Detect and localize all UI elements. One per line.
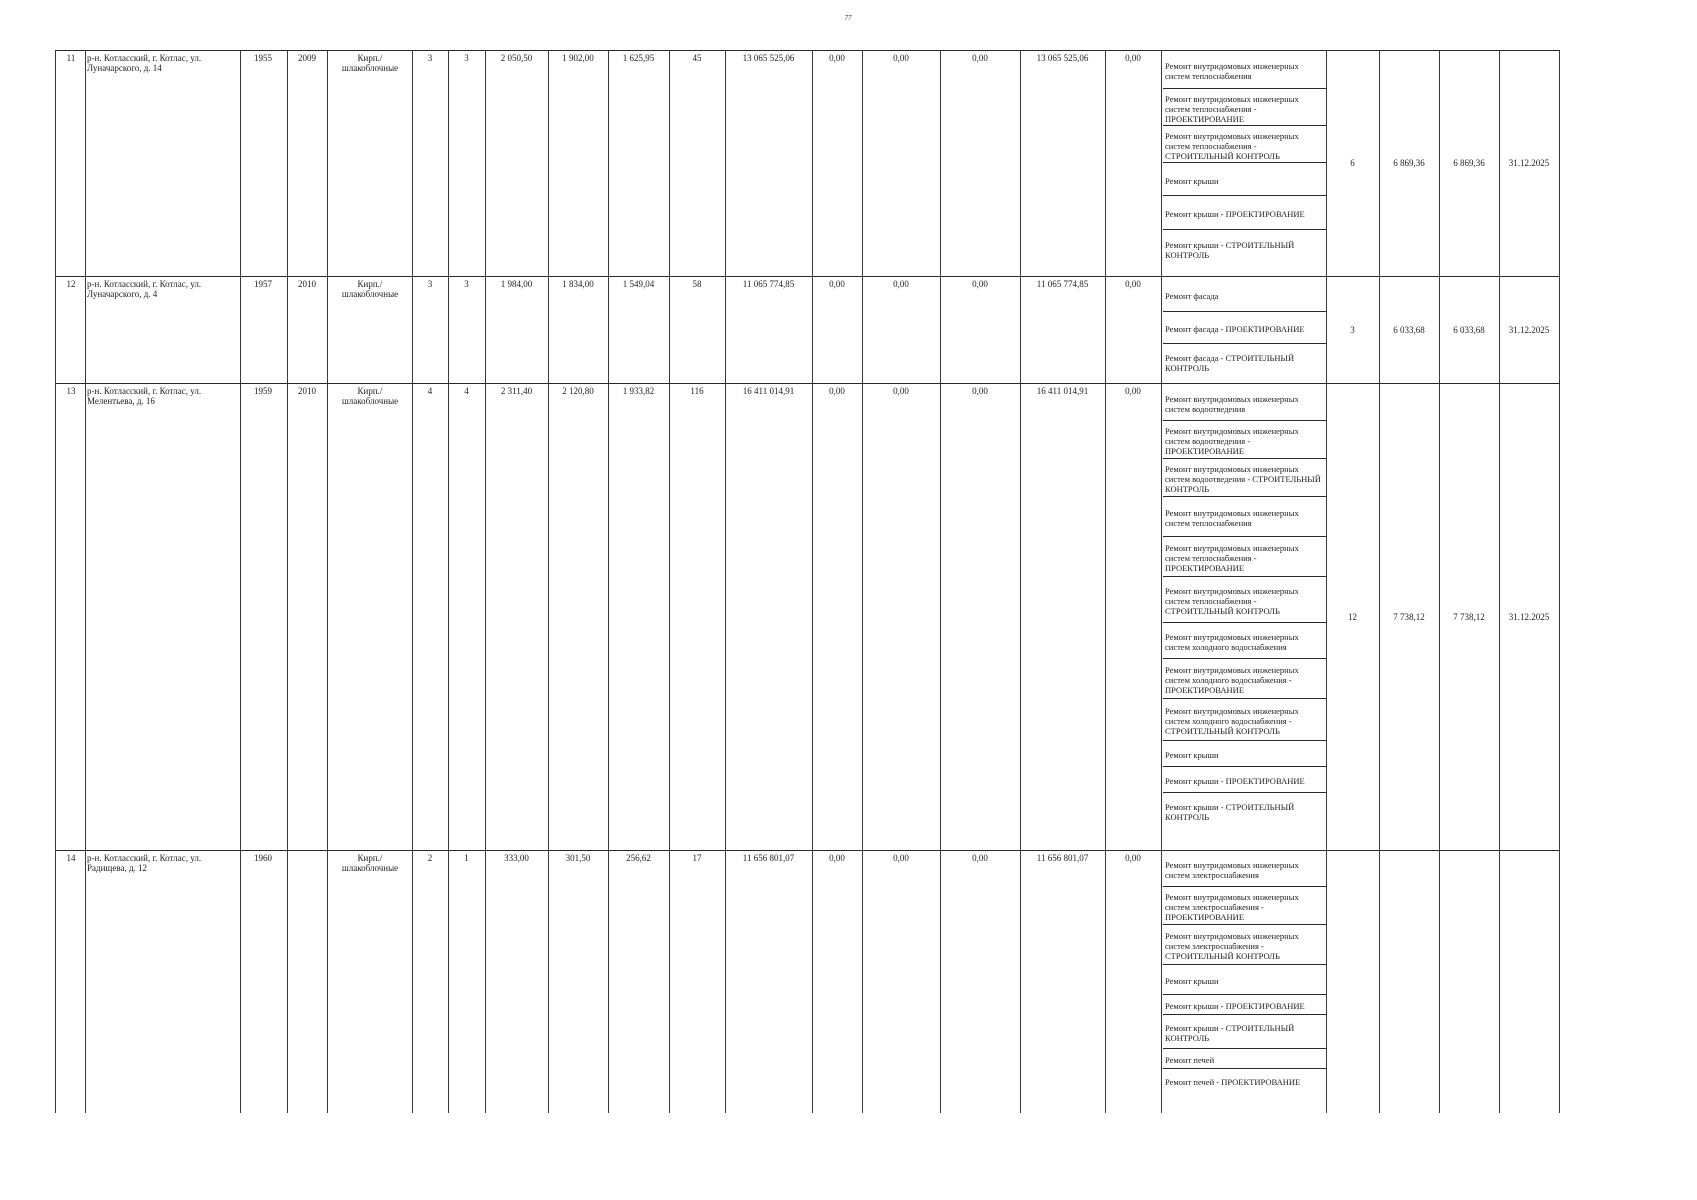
cell-year-built: 1960 bbox=[254, 853, 272, 863]
work-item-label: Ремонт крыши - ПРОЕКТИРОВАНИЕ bbox=[1165, 1001, 1305, 1011]
cell-f2: 0,00 bbox=[893, 386, 909, 396]
cell-year-renov: 2010 bbox=[298, 279, 316, 289]
cell-cost-total: 16 411 014,91 bbox=[742, 386, 795, 396]
cell-entrances: 1 bbox=[464, 853, 469, 863]
cell-unit-cost-max: 6 869,36 bbox=[1453, 158, 1485, 168]
work-item bbox=[1163, 311, 1326, 343]
cell-num: 11 bbox=[66, 53, 76, 63]
work-item-label: Ремонт печей - ПРОЕКТИРОВАНИЕ bbox=[1165, 1077, 1301, 1087]
cell-area-res: 1 625,95 bbox=[622, 53, 655, 63]
work-item bbox=[1163, 50, 1326, 88]
cell-address: р-н. Котласский, г. Котлас, ул. Луначарского, д. 14 bbox=[87, 53, 202, 73]
work-item-label: Ремонт внутридомовых инженерных систем теплоснабжения - СТРОИТЕЛЬНЫЙ КОНТРОЛЬ bbox=[1165, 586, 1299, 616]
cell-deadline: 31.12.2025 bbox=[1508, 611, 1550, 622]
work-item-label: Ремонт внутридомовых инженерных систем холодного водоснабжения - СТРОИТЕЛЬНЫЙ КОНТРОЛЬ bbox=[1165, 706, 1299, 736]
cell-f4: 0,00 bbox=[1125, 386, 1141, 396]
cell-cost-owners: 16 411 014,91 bbox=[1036, 386, 1089, 396]
work-item bbox=[1163, 994, 1326, 1014]
work-item bbox=[1163, 622, 1326, 658]
cell-unit-cost-max: 7 738,12 bbox=[1453, 611, 1485, 622]
cell-area-living: 1 834,00 bbox=[562, 279, 594, 289]
work-item-label: Ремонт крыши - ПРОЕКТИРОВАНИЕ bbox=[1165, 776, 1305, 786]
cell-f3: 0,00 bbox=[972, 853, 988, 863]
work-item bbox=[1163, 536, 1326, 576]
cell-area-living: 2 120,80 bbox=[562, 386, 594, 396]
work-item bbox=[1163, 1014, 1326, 1048]
work-item bbox=[1163, 458, 1326, 496]
cell-entrances: 3 bbox=[464, 53, 469, 63]
work-item bbox=[1163, 1048, 1326, 1068]
work-item-label: Ремонт крыши bbox=[1165, 175, 1219, 186]
work-item-label: Ремонт внутридомовых инженерных систем электроснабжения - ПРОЕКТИРОВАНИЕ bbox=[1165, 892, 1299, 922]
cell-material: Кирп./ шлакоблочные bbox=[341, 853, 399, 873]
work-item-label: Ремонт внутридомовых инженерных систем теплоснабжения bbox=[1165, 61, 1299, 81]
cell-f4: 0,00 bbox=[1125, 53, 1141, 63]
cell-floors: 2 bbox=[427, 853, 433, 863]
work-item bbox=[1163, 229, 1326, 266]
work-item-label: Ремонт крыши - СТРОИТЕЛЬНЫЙ КОНТРОЛЬ bbox=[1165, 239, 1295, 260]
work-item bbox=[1163, 576, 1326, 622]
work-item-label: Ремонт крыши - ПРОЕКТИРОВАНИЕ bbox=[1165, 209, 1305, 219]
cell-year-renov: 2009 bbox=[298, 53, 316, 63]
work-item-label: Ремонт крыши - СТРОИТЕЛЬНЫЙ КОНТРОЛЬ bbox=[1165, 801, 1295, 822]
work-item-label: Ремонт внутридомовых инженерных систем электроснабжения - СТРОИТЕЛЬНЫЙ КОНТРОЛЬ bbox=[1165, 931, 1299, 961]
cell-floors: 4 bbox=[427, 386, 433, 396]
cell-area-total: 333,00 bbox=[504, 853, 529, 863]
work-item bbox=[1163, 496, 1326, 536]
cell-f1: 0,00 bbox=[829, 386, 845, 396]
cell-residents: 58 bbox=[692, 279, 702, 289]
cell-works-count: 12 bbox=[1348, 611, 1357, 622]
work-item bbox=[1163, 964, 1326, 994]
cell-cost-owners: 11 656 801,07 bbox=[1036, 853, 1089, 863]
cell-f1: 0,00 bbox=[829, 853, 845, 863]
cell-works-count: 3 bbox=[1350, 324, 1355, 335]
work-item-label: Ремонт крыши bbox=[1165, 750, 1219, 760]
cell-address: р-н. Котласский, г. Котлас, ул. Луначарского, д. 4 bbox=[87, 279, 202, 299]
cell-area-living: 301,50 bbox=[565, 853, 591, 863]
cell-area-res: 1 933,82 bbox=[622, 386, 655, 396]
cell-num: 13 bbox=[66, 386, 76, 396]
work-item bbox=[1163, 276, 1326, 311]
cell-entrances: 4 bbox=[464, 386, 469, 396]
cell-year-renov: 2010 bbox=[298, 386, 316, 396]
cell-num: 14 bbox=[66, 853, 76, 863]
work-item-label: Ремонт внутридомовых инженерных систем теплоснабжения - ПРОЕКТИРОВАНИЕ bbox=[1165, 543, 1299, 573]
cell-f3: 0,00 bbox=[972, 386, 988, 396]
work-item bbox=[1163, 88, 1326, 125]
cell-material: Кирп./ шлакоблочные bbox=[341, 279, 399, 299]
cell-deadline: 31.12.2025 bbox=[1508, 158, 1550, 168]
work-item-label: Ремонт фасада - ПРОЕКТИРОВАНИЕ bbox=[1165, 324, 1305, 334]
work-item bbox=[1163, 383, 1326, 420]
cell-f3: 0,00 bbox=[972, 53, 988, 63]
work-item bbox=[1163, 886, 1326, 924]
cell-unit-cost: 6 869,36 bbox=[1393, 158, 1425, 168]
cell-entrances: 3 bbox=[464, 279, 469, 289]
cell-year-built: 1957 bbox=[254, 279, 272, 289]
cell-year-built: 1955 bbox=[254, 53, 272, 63]
work-item-label: Ремонт внутридомовых инженерных систем холодного водоснабжения - ПРОЕКТИРОВАНИЕ bbox=[1165, 665, 1299, 695]
cell-num: 12 bbox=[66, 279, 76, 289]
work-item bbox=[1163, 658, 1326, 698]
cell-year-built: 1959 bbox=[254, 386, 272, 396]
cell-f4: 0,00 bbox=[1125, 279, 1141, 289]
work-item-label: Ремонт внутридомовых инженерных систем водоотведения - СТРОИТЕЛЬНЫЙ КОНТРОЛЬ bbox=[1165, 464, 1321, 494]
work-item bbox=[1163, 924, 1326, 964]
work-item bbox=[1163, 343, 1326, 379]
cell-area-res: 1 549,04 bbox=[622, 279, 655, 289]
cell-cost-total: 11 065 774,85 bbox=[742, 279, 795, 289]
work-item bbox=[1163, 850, 1326, 886]
capital-repair-table bbox=[55, 50, 1560, 1113]
cell-f4: 0,00 bbox=[1125, 853, 1141, 863]
work-item-label: Ремонт внутридомовых инженерных систем водоотведения bbox=[1165, 393, 1299, 414]
cell-residents: 116 bbox=[690, 386, 704, 396]
cell-material: Кирп./ шлакоблочные bbox=[341, 53, 399, 73]
page-number: 77 bbox=[844, 14, 852, 22]
work-item bbox=[1163, 125, 1326, 162]
cell-address: р-н. Котласский, г. Котлас, ул. Радищева, д. 12 bbox=[87, 853, 202, 873]
cell-deadline: 31.12.2025 bbox=[1508, 324, 1550, 335]
work-item-label: Ремонт внутридомовых инженерных систем теплоснабжения - ПРОЕКТИРОВАНИЕ bbox=[1165, 93, 1299, 124]
cell-f3: 0,00 bbox=[972, 279, 988, 289]
work-item bbox=[1163, 740, 1326, 766]
work-item-label: Ремонт внутридомовых инженерных систем холодного водоснабжения bbox=[1165, 632, 1299, 652]
cell-unit-cost: 6 033,68 bbox=[1393, 324, 1425, 335]
cell-area-living: 1 902,00 bbox=[562, 53, 594, 63]
work-item-label: Ремонт внутридомовых инженерных систем электроснабжения bbox=[1165, 860, 1299, 880]
work-item-label: Ремонт крыши bbox=[1165, 976, 1219, 986]
work-item bbox=[1163, 162, 1326, 195]
work-item bbox=[1163, 195, 1326, 229]
work-item-label: Ремонт фасада bbox=[1165, 290, 1219, 301]
work-item-label: Ремонт печей bbox=[1165, 1055, 1215, 1065]
work-item-label: Ремонт внутридомовых инженерных систем водоотведения - ПРОЕКТИРОВАНИЕ bbox=[1165, 426, 1299, 456]
cell-cost-owners: 11 065 774,85 bbox=[1036, 279, 1089, 289]
cell-unit-cost-max: 6 033,68 bbox=[1453, 324, 1485, 335]
cell-unit-cost: 7 738,12 bbox=[1393, 611, 1425, 622]
cell-area-res: 256,62 bbox=[626, 853, 651, 863]
cell-cost-owners: 13 065 525,06 bbox=[1036, 53, 1089, 63]
work-item bbox=[1163, 698, 1326, 740]
cell-material: Кирп./ шлакоблочные bbox=[341, 386, 399, 406]
work-item-label: Ремонт фасада - СТРОИТЕЛЬНЫЙ КОНТРОЛЬ bbox=[1165, 353, 1295, 373]
cell-residents: 17 bbox=[692, 853, 702, 863]
cell-f2: 0,00 bbox=[893, 279, 909, 289]
work-item-label: Ремонт крыши - СТРОИТЕЛЬНЫЙ КОНТРОЛЬ bbox=[1165, 1023, 1295, 1043]
cell-f2: 0,00 bbox=[893, 53, 909, 63]
cell-f1: 0,00 bbox=[829, 279, 845, 289]
cell-floors: 3 bbox=[427, 53, 433, 63]
cell-cost-total: 11 656 801,07 bbox=[742, 853, 795, 863]
cell-f2: 0,00 bbox=[893, 853, 909, 863]
cell-cost-total: 13 065 525,06 bbox=[742, 53, 795, 63]
cell-address: р-н. Котласский, г. Котлас, ул. Мелентьева, д. 16 bbox=[87, 386, 202, 406]
cell-residents: 45 bbox=[692, 53, 702, 63]
cell-area-total: 2 311,40 bbox=[500, 386, 533, 396]
work-item bbox=[1163, 420, 1326, 458]
cell-area-total: 2 050,50 bbox=[500, 53, 533, 63]
work-item bbox=[1163, 792, 1326, 827]
cell-area-total: 1 984,00 bbox=[500, 279, 533, 289]
cell-works-count: 6 bbox=[1350, 158, 1355, 168]
work-item bbox=[1163, 766, 1326, 792]
work-item-label: Ремонт внутридомовых инженерных систем теплоснабжения bbox=[1165, 508, 1299, 528]
cell-f1: 0,00 bbox=[829, 53, 845, 63]
work-item-label: Ремонт внутридомовых инженерных систем теплоснабжения - СТРОИТЕЛЬНЫЙ КОНТРОЛЬ bbox=[1165, 130, 1299, 161]
cell-floors: 3 bbox=[427, 279, 433, 289]
work-item bbox=[1163, 1068, 1326, 1092]
